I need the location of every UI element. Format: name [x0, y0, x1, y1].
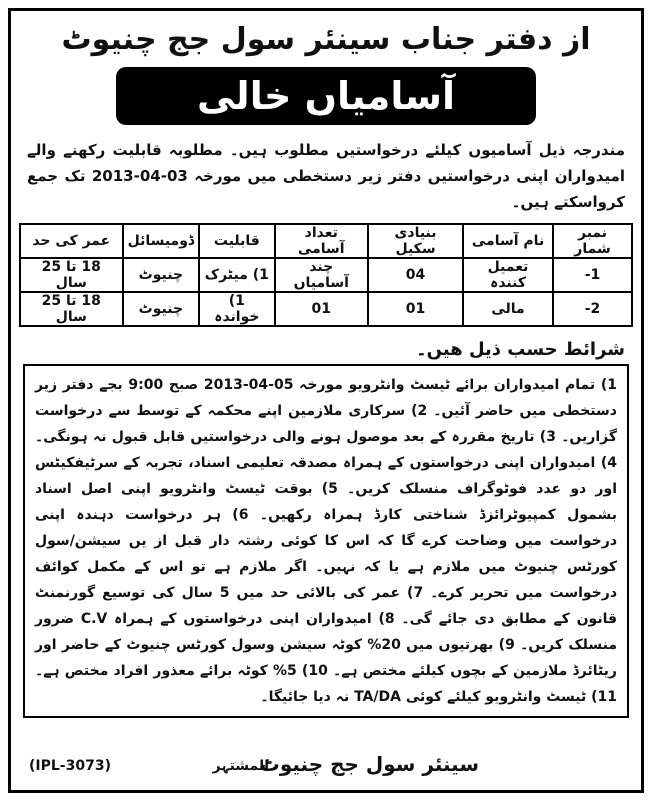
ipl-code: (IPL-3073) [29, 758, 111, 774]
advertisement-page [8, 8, 644, 793]
header-qualification: قابلیت [199, 224, 274, 258]
header-domicile: ڈومیسائل [123, 224, 200, 258]
cell-post-count: 01 [275, 292, 369, 326]
cell-post-name: مالی [463, 292, 553, 326]
advertiser-label: المشتہر [212, 758, 269, 774]
intro-paragraph: مندرجہ ذیل آسامیوں کیلئے درخواستیں مطلوب ہیں۔ مطلوبہ قابلیت رکھنے والے امیدواران اپنی درخواستیں دفتر زیر دستخطی میں مورخہ 03-04-2013 تک جمع کرواسکتے ہیں۔ [27, 141, 625, 211]
header-basic-scale: بنیادی سکیل [368, 224, 463, 258]
header-post-name: نام آسامی [463, 224, 553, 258]
cell-qualification: 1) میٹرک [199, 258, 274, 292]
issuer-name: سینئر سول جج چنیوٹ [259, 752, 479, 776]
vacancies-banner: آسامیاں خالی [116, 67, 536, 125]
cell-domicile: چنیوٹ [123, 292, 200, 326]
cell-age-limit: 18 تا 25 سال [20, 292, 123, 326]
header-serial: نمبر شمار [553, 224, 632, 258]
conditions-title: شرائط حسب ذیل ھیں۔ [416, 339, 625, 360]
header-post-count: تعداد آسامی [275, 224, 369, 258]
footer [23, 752, 629, 782]
table-row [20, 292, 632, 326]
cell-basic-scale: 04 [368, 258, 463, 292]
cell-post-name: تعمیل کنندہ [463, 258, 553, 292]
table-row [20, 258, 632, 292]
vacancy-table [19, 223, 633, 327]
cell-serial: 2- [553, 292, 632, 326]
cell-qualification: 1) خواندہ [199, 292, 274, 326]
header-age-limit: عمر کی حد [20, 224, 123, 258]
cell-serial: 1- [553, 258, 632, 292]
cell-age-limit: 18 تا 25 سال [20, 258, 123, 292]
office-heading: از دفتر جناب سینئر سول جج چنیوٹ [61, 22, 591, 57]
cell-basic-scale: 01 [368, 292, 463, 326]
cell-post-count: چند آسامیاں [275, 258, 369, 292]
table-header-row [20, 224, 632, 258]
conditions-box: 1) تمام امیدواران برائے ٹیسٹ وانٹرویو مورخہ 05-04-2013 صبح 9:00 بجے دفتر زیر دستخطی میں حاضر آئیں۔ 2) سرکاری ملازمین اپنے محکمہ کے توسط سے درخواست گزاریں۔ 3) تاریخ مقررہ کے بعد موصول ہونے والی درخواستیں قابل قبول نہ ہونگی۔ 4) امیدواران اپنی درخواستوں کے ہمراہ مصدقہ تعلیمی اسناد، تجربہ کے سرٹیفکیٹس اور دو عدد فوٹوگراف منسلک کریں۔ 5) بوقت ٹیسٹ وانٹرویو اپنی اصل اسناد بشمول کمپیوٹرائزڈ شناختی کارڈ ہمراہ رکھیں۔ 6) ہر درخواست دہندہ اپنی درخواست میں وضاحت کرے گا کہ اس کا کوئی رشتہ دار قبل از یں سیشن/سول کورٹس چنیوٹ میں ملازم ہے یا کہ نہیں۔ اگر ملازم ہے تو اس کے مکمل کوائف درخواست میں تحریر کرے۔ 7) عمر کی بالائی حد میں 5 سال کی توسیع گورنمنٹ قانون کے مطابق دی جائے گی۔ 8) امیدواران اپنی درخواستوں کے ہمراہ C.V ضرور منسلک کریں۔ 9) بھرتیوں میں 20% کوٹہ سیشن وسول کورٹس چنیوٹ کے حاضر اور ریٹائرڈ ملازمین کے بچوں کیلئے مختص ہے۔ 10) 5% کوٹہ برائے معذور افراد مختص ہے۔ 11) ٹیسٹ وانٹرویو کیلئے کوئی TA/DA نہ دیا جائیگا۔ [23, 364, 629, 718]
cell-domicile: چنیوٹ [123, 258, 200, 292]
